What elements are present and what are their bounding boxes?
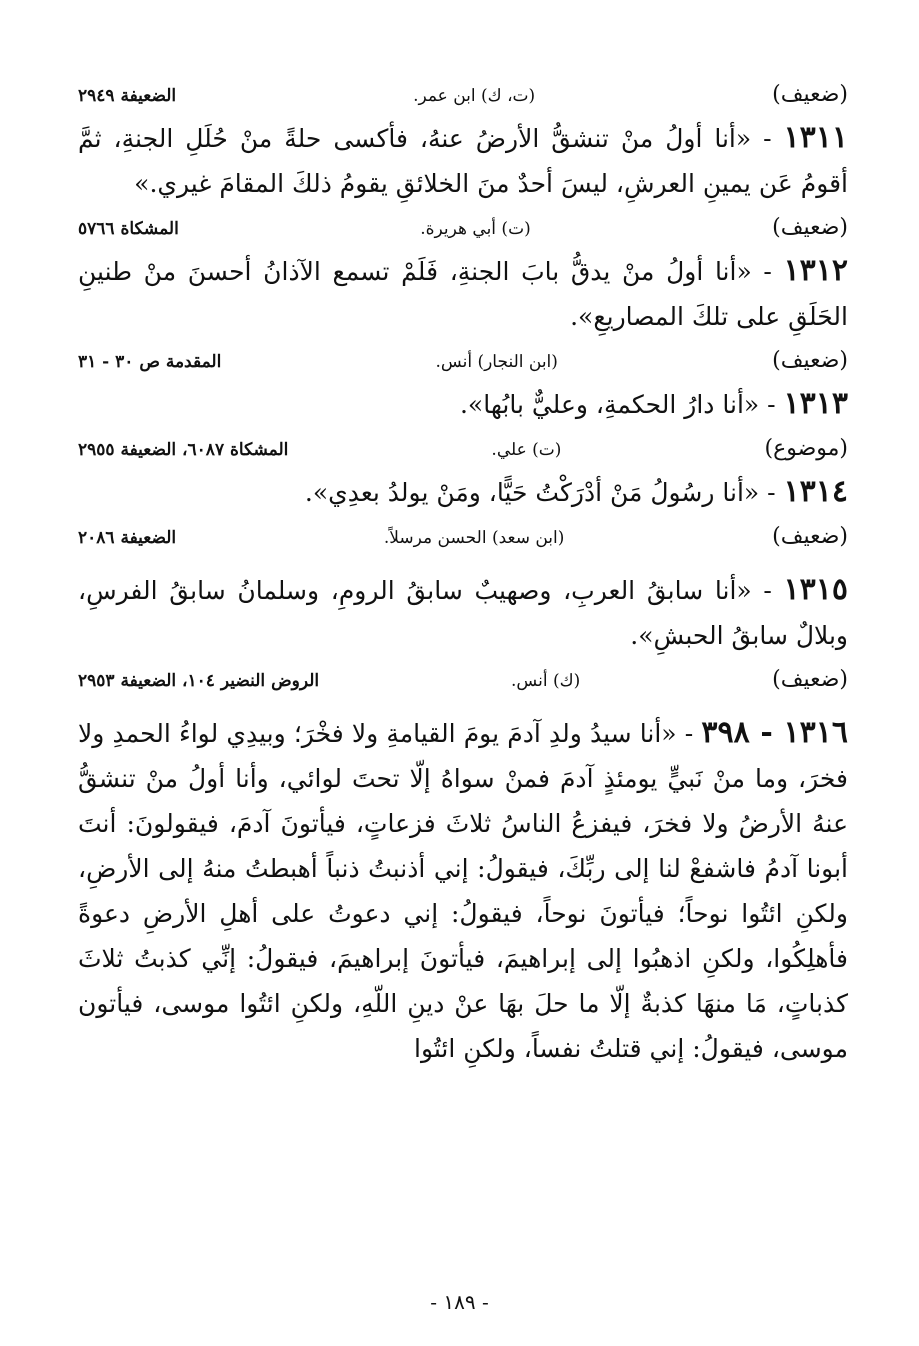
hadith-number: ١٣١٦ - ٣٩٨ [701,715,848,750]
page-number: - ١٨٩ - [430,1290,489,1314]
entry-head-top [78,75,848,115]
hadith-body: «أنا سابقُ العربِ، وصهيبٌ سابقُ الرومِ، وسلمانُ سابقُ الفرسِ، وبلالٌ سابقُ الحبشِ». [78,576,848,650]
source-label: (ت، ك) ابن عمر. [413,86,536,106]
hadith-text: ١٣١٣ - «أنا دارُ الحكمةِ، وعليٌّ بابُها». [459,386,848,421]
hadith-text: ١٣١٤ - «أنا رسُولُ مَنْ أدْرَكْتُ حَيًّا، ومَنْ يولدُ بعدِي». [304,474,848,509]
source-label: (ت) علي. [491,440,562,460]
source-label: (ك) أنس. [511,671,581,691]
hadith-number: ١٣١٥ [783,572,848,607]
reference-label: الضعيفة ٢٠٨٦ [78,528,177,548]
source-label: (ابن سعد) الحسن مرسلاً. [383,528,565,548]
entry-head [78,208,848,248]
entry-head [78,660,848,700]
hadith-body: «أنا سيدُ ولدِ آدمَ يومَ القيامةِ ولا فخْرَ؛ وبيدِي لواءُ الحمدِ ولا فخرَ، وما منْ نَبيٍّ يومئذٍ آدمَ فمنْ سواهُ إلّا تحتَ لوائي، وأنا أولُ منْ تنشقُّ عنهُ الأرضُ ولا فخرَ، فيفزعُ الناسُ ثلاثَ فزعاتٍ، فيأتونَ آدمَ، فيقولونَ: أنتَ أبونا آدمُ فاشفعْ لنا إلى ربِّكَ، فيقولُ: إني أذنبتُ ذنباً أهبطتُ منهُ إلى الأرضِ، ولكنِ ائتُوا نوحاً؛ فيأتونَ نوحاً، فيقولُ: إني دعوتُ على أهلِ الأرضِ دعوةً فأهلِكُوا، ولكنِ اذهبُوا إلى إبراهيمَ، فيأتونَ إبراهيمَ، فيقولُ: إنِّي كذبتُ ثلاثَ كذباتٍ، مَا منهَا كذبةٌ إلّا ما حلَ بهَا عنْ دينِ اللّهِ، ولكنِ ائتُوا موسى، فيأتون موسى، فيقولُ: إني قتلتُ نفساً، ولكنِ ائتُوا [78,719,848,1063]
grade-label: (ضعيف) [772,667,848,692]
entry-head [78,341,848,381]
hadith-number: ١٣١٣ [783,386,848,421]
grade-label: (موضوع) [764,436,848,461]
entry-head [78,517,848,557]
grade-label: (ضعيف) [772,524,848,549]
spacer [78,557,848,567]
hadith-text-long: ١٣١٦ - ٣٩٨ - «أنا سيدُ ولدِ آدمَ يومَ القيامةِ ولا فخْرَ؛ وبيدِي لواءُ الحمدِ ولا فخرَ، وما منْ نَبيٍّ يومئذٍ آدمَ فمنْ سواهُ إلّا تحتَ لوائي، وأنا أولُ منْ تنشقُّ عنهُ الأرضُ ولا فخرَ، فيفزعُ الناسُ ثلاثَ فزعاتٍ، فيأتونَ آدمَ، فيقولونَ: أنتَ أبونا آدمُ فاشفعْ لنا إلى ربِّكَ، فيقولُ: إني أذنبتُ ذنباً أهبطتُ منهُ إلى الأرضِ، ولكنِ ائتُوا نوحاً؛ فيأتونَ نوحاً، فيقولُ: إني دعوتُ على أهلِ الأرضِ دعوةً فأهلِكُوا، ولكنِ اذهبُوا إلى إبراهيمَ، فيأتونَ إبراهيمَ، فيقولُ: إنِّي كذبتُ ثلاثَ كذباتٍ، مَا منهَا كذبةٌ إلّا ما حلَ بهَا عنْ دينِ اللّهِ، ولكنِ ائتُوا موسى، فيأتون موسى، فيقولُ: إني قتلتُ نفساً، ولكنِ ائتُوا [78,715,848,1063]
grade-label: (ضعيف) [772,215,848,240]
hadith-text: ١٣١١ - «أنا أولُ منْ تنشقُّ الأرضُ عنهُ، فأكسى حلةً منْ حُلَلِ الجنةِ، ثمَّ أقومُ عَن يمينِ العرشِ، ليسَ أحدٌ منَ الخلائقِ يقومُ ذلكَ المقامَ غيري.» [78,120,848,198]
entry-head [78,429,848,469]
hadith-number: ١٣١٢ [783,253,848,288]
reference-label: المقدمة ص ٣٠ - ٣١ [78,352,222,372]
reference-label: المشكاة ٥٧٦٦ [78,219,179,239]
grade-label: (ضعيف) [772,82,848,107]
reference-label: الضعيفة ٢٩٤٩ [78,86,177,106]
hadith-text: ١٣١٥ - «أنا سابقُ العربِ، وصهيبٌ سابقُ الرومِ، وسلمانُ سابقُ الفرسِ، وبلالٌ سابقُ الحبشِ». [78,572,848,650]
hadith-number: ١٣١٤ [783,474,848,509]
page-body [78,75,848,1073]
source-label: (ابن النجار) أنس. [435,352,558,372]
hadith-number: ١٣١١ [783,120,848,155]
grade-label: (ضعيف) [772,348,848,373]
hadith-text: ١٣١٢ - «أنا أولُ منْ يدقُّ بابَ الجنةِ، فَلَمْ تسمع الآذانُ أحسنَ منْ طنينِ الحَلَقِ على تلكَ المصاريعِ». [78,253,848,331]
source-label: (ت) أبي هريرة. [420,219,531,239]
reference-label: الروض النضير ١٠٤، الضعيفة ٢٩٥٣ [78,671,320,691]
hadith-body: «أنا أولُ منْ تنشقُّ الأرضُ عنهُ، فأكسى حلةً منْ حُلَلِ الجنةِ، ثمَّ أقومُ عَن يمينِ العرشِ، ليسَ أحدٌ منَ الخلائقِ يقومُ ذلكَ المقامَ غيري.» [78,124,848,198]
hadith-body: «أنا رسُولُ مَنْ أدْرَكْتُ حَيًّا، ومَنْ يولدُ بعدِي». [304,478,760,507]
spacer [78,700,848,710]
hadith-body: «أنا أولُ منْ يدقُّ بابَ الجنةِ، فَلَمْ تسمع الآذانُ أحسنَ منْ طنينِ الحَلَقِ على تلكَ المصاريعِ». [78,257,848,331]
hadith-body: «أنا دارُ الحكمةِ، وعليٌّ بابُها». [459,390,760,419]
reference-label: المشكاة ٦٠٨٧، الضعيفة ٢٩٥٥ [78,440,289,460]
